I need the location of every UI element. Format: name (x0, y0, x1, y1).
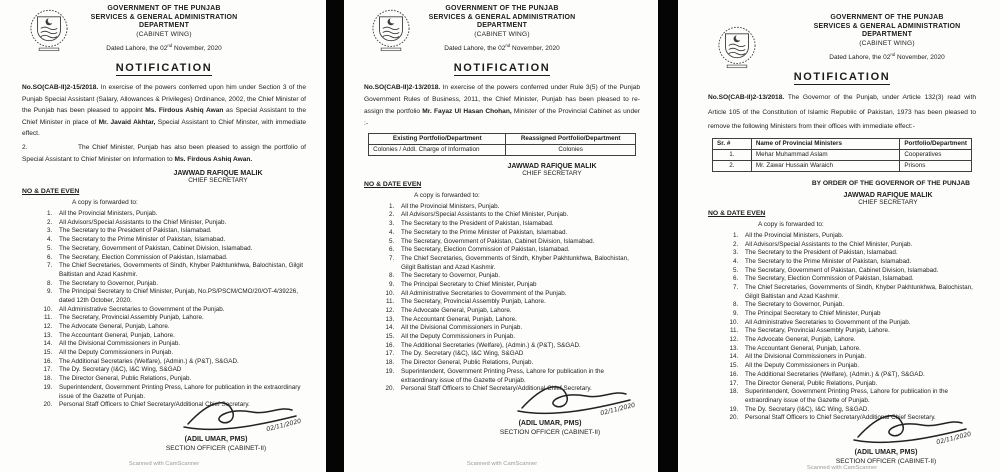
signatory-name: JAWWAD RAFIQUE MALIK (843, 191, 933, 199)
cc-list-item: 17. The Dy. Secretary (I&C), I&C Wing, S&GAD (396, 350, 640, 359)
officer-role: SECTION OFFICER (CABINET-II) (499, 428, 601, 436)
cc-list-item: 8. The Secretary to Governor, Punjab. (740, 301, 976, 310)
page-gap (326, 0, 344, 472)
cc-list-item: 12. The Advocate General, Punjab, Lahore. (396, 307, 640, 316)
cc-list-item: 2. All Advisors/Special Assistants to the Chief Minister, Punjab. (54, 219, 306, 228)
org-line: GOVERNMENT OF THE PUNJAB (107, 5, 221, 12)
cc-list-item: 19. The Dy. Secretary (I&C), I&C Wing, S&GAD. (740, 406, 976, 415)
table-header: Reassigned Portfolio/Department (506, 133, 635, 144)
cc-list-item: 6. The Secretary, Election Commission of Pakistan, Islamabad. (396, 246, 640, 255)
officer-role: SECTION OFFICER (CABINET-II) (835, 457, 937, 465)
handwritten-date: 02/11/2020 (936, 430, 973, 447)
copy-forwarded-line: A copy is forwarded to: (414, 191, 480, 199)
signatory-role: CHIEF SECRETARY (188, 177, 248, 185)
cc-list-item: 20. Personal Staff Officers to Chief Secretary/Additional Chief Secretary. (396, 385, 640, 394)
by-order-line: BY ORDER OF THE GOVERNOR OF THE PUNJAB (811, 179, 970, 187)
cc-list-item: 16. The Additional Secretaries (Welfare), (Admin.) & (P&T), S&GAD. (54, 358, 306, 367)
notification-title: NOTIFICATION (115, 62, 213, 75)
cc-list-item: 18. Superintendent, Government Printing Press, Lahore for publication in the extraordinary issue of the Gazette of Punjab. (740, 388, 976, 405)
cc-list-item: 10. All Administrative Secretaries to Government of the Punjab. (54, 306, 306, 315)
org-title (798, 14, 976, 48)
org-line: SERVICES & GENERAL ADMINISTRATION (813, 22, 961, 30)
document-page-3 (678, 0, 1000, 472)
org-line: DEPARTMENT (476, 22, 528, 30)
body-paragraph-1: No.SO(CAB-II)2-13/2018. In exercise of the powers conferred under Rule 3(5) of the Punjab Government Rules of Business, 2011, the Chief Minister, Punjab has been pleased to re-assign the portfolio Mr. Fayaz Ul Hasan Chohan, Minister of the Provincial Cabinet as under :- (364, 84, 641, 127)
table-header: Name of Provincial Ministers (751, 138, 899, 149)
org-line: DEPARTMENT (138, 22, 190, 30)
cc-list-item: 19. Superintendent, Government Printing Press, Lahore for publication in the extraordinary issue of the Gazette of Punjab. (54, 384, 306, 401)
signatory-block (808, 192, 968, 206)
cc-list-item: 4. The Secretary to the Prime Minister of Pakistan, Islamabad. (740, 258, 976, 267)
org-line: GOVERNMENT OF THE PUNJAB (445, 5, 559, 12)
handwritten-date: 02/11/2020 (600, 401, 637, 418)
cc-list-item: 12. The Advocate General, Punjab, Lahore. (54, 323, 306, 332)
table-cell: 2. (713, 160, 752, 171)
cc-list-item: 2. All Advisors/Special Assistants to the Chief Minister, Punjab. (740, 241, 976, 250)
no-date-even-label: NO & DATE EVEN (708, 209, 766, 217)
signature-block (460, 396, 640, 436)
ministers-table (712, 138, 972, 172)
cc-list-item: 15. All the Deputy Commissioners in Punjab. (54, 349, 306, 358)
org-line: (CABINET WING) (859, 40, 915, 48)
table-header: Sr. # (713, 138, 752, 149)
punjab-crest-icon (24, 7, 74, 53)
cc-list-item: 20. Personal Staff Officers to Chief Secretary/Additional Chief Secretary. (740, 414, 976, 423)
document-page-2 (344, 0, 658, 472)
camscanner-watermark: Scanned with CamScanner (806, 464, 878, 471)
table-row (713, 149, 972, 160)
cc-list-item: 1. All the Provincial Ministers, Punjab. (740, 232, 976, 241)
cc-list-item: 2. All Advisors/Special Assistants to the Chief Minister, Punjab. (396, 211, 640, 220)
signatory-block (138, 170, 298, 184)
cc-list-item: 7. The Chief Secretaries, Governments of Sindh, Khyber Pakhtunkhwa, Balochistan, Gilgit Baltistan and Azad Kashmir. (54, 262, 306, 279)
cc-list-item: 16. The Additional Secretaries (Welfare), (Admin.) & (P&T), S&GAD. (740, 371, 976, 380)
date-line: Dated Lahore, the 02nd November, 2020 (106, 43, 222, 53)
copy-forwarded-line: A copy is forwarded to: (758, 220, 824, 228)
org-line: SERVICES & GENERAL ADMINISTRATION (90, 13, 238, 21)
cc-list-item: 18. The Director General, Public Relations, Punjab. (396, 359, 640, 368)
date-line: Dated Lahore, the 02nd November, 2020 (829, 52, 945, 62)
cc-list-item: 3. The Secretary to the President of Pakistan, Islamabad. (740, 249, 976, 258)
signatory-name: JAWWAD RAFIQUE MALIK (173, 170, 263, 178)
cc-list-item: 14. All the Divisional Commissioners in Punjab. (54, 340, 306, 349)
cc-list-item: 11. The Secretary, Provincial Assembly Punjab, Lahore. (54, 314, 306, 323)
cc-list-item: 5. The Secretary, Government of Pakistan, Cabinet Division, Islamabad. (396, 238, 640, 247)
body-paragraph-1: No.SO(CAB-II)2-15/2018. In exercise of the powers conferred upon him under Section 3 of the Punjab Special Assistant (Salary, Allowances & Privileges) Ordinance, 2002, the Chief Minister of the Punjab has been pleased to appoint Ms. Firdous Ashiq Awan as Special Assistant to the Chief Minister in place of Mr. Javaid Akhtar, Special Assistant to Chief Minster, with immediate effect. (22, 84, 306, 138)
signature-block (126, 412, 306, 452)
cc-list-item: 20. Personal Staff Officers to Chief Secretary/Additional Chief Secretary. (54, 401, 306, 410)
cc-list (708, 232, 976, 423)
signatory-block (472, 163, 632, 177)
punjab-crest-icon (712, 24, 762, 70)
table-cell: Mr. Zawar Hussain Waraich (751, 160, 899, 171)
cc-list-item: 3. The Secretary to the President of Pakistan, Islamabad. (396, 220, 640, 229)
cc-list-item: 13. The Accountant General, Punjab, Lahore. (54, 332, 306, 341)
handwritten-date: 02/11/2020 (266, 417, 303, 434)
table-row (369, 144, 636, 155)
signatory-role: CHIEF SECRETARY (858, 198, 918, 206)
document-page-1 (0, 0, 326, 472)
cc-list-item: 7. The Chief Secretaries, Governments of Sindh, Khyber Pakhtunkhwa, Balochistan, Gilgit Baltistan and Azad Kashmir. (740, 284, 976, 301)
cc-list-item: 3. The Secretary to the President of Pakistan, Islamabad. (54, 227, 306, 236)
page-gap (658, 0, 678, 472)
table-cell: Colonies (506, 144, 635, 155)
cc-list-item: 16. The Additional Secretaries (Welfare), (Admin.) & (P&T), S&GAD. (396, 342, 640, 351)
signatory-name: JAWWAD RAFIQUE MALIK (507, 162, 597, 170)
letterhead (364, 5, 640, 52)
org-line: (CABINET WING) (136, 31, 192, 39)
copy-forwarded-line: A copy is forwarded to: (72, 199, 138, 207)
camscanner-watermark: Scanned with CamScanner (128, 461, 200, 467)
cc-list-item: 7. The Chief Secretaries, Governments of Sindh, Khyber Pakhtunkhwa, Balochistan, Gilgit Baltistan and Azad Kashmir. (396, 255, 640, 272)
cc-list-item: 8. The Secretary to Governor, Punjab. (54, 280, 306, 289)
body-paragraph-1: No.SO(CAB-II)2-13/2018. The Governor of the Punjab, under Article 132(3) read with Article 105 of the Constitution of Islamic Republic of Pakistan, 1973 has been pleased to remove the following Ministers from their offices with immediate effect:- (708, 94, 976, 131)
no-date-even-label: NO & DATE EVEN (364, 180, 422, 188)
cc-list-item: 17. The Dy. Secretary (I&C), I&C Wing, S&GAD (54, 366, 306, 375)
cc-list-item: 9. The Principal Secretary to Chief Minister, Punjab (396, 281, 640, 290)
cc-list-item: 5. The Secretary, Government of Pakistan, Cabinet Division, Islamabad. (740, 267, 976, 276)
org-line: (CABINET WING) (474, 31, 530, 39)
portfolio-table (368, 133, 636, 156)
body-paragraph-2: 2. The Chief Minister, Punjab has also been pleased to assign the portfolio of Special Assistant to Chief Minister on Information to Ms. Firdous Ashiq Awan. (22, 144, 306, 163)
officer-role: SECTION OFFICER (CABINET-II) (165, 444, 267, 452)
cc-list-item: 13. The Accountant General, Punjab, Lahore. (396, 316, 640, 325)
cc-list-item: 10. All Administrative Secretaries to Government of the Punjab. (740, 319, 976, 328)
cc-list-item: 4. The Secretary to the Prime Minister of Pakistan, Islamabad. (396, 229, 640, 238)
notification-title: NOTIFICATION (453, 62, 551, 75)
letterhead (708, 14, 976, 61)
table-cell: Cooperatives (900, 149, 972, 160)
officer-name: (ADIL UMAR, PMS) (518, 419, 582, 427)
cc-list-item: 18. The Director General, Public Relations, Punjab. (54, 375, 306, 384)
cc-list-item: 13. The Accountant General, Punjab, Lahore. (740, 345, 976, 354)
cc-list-item: 9. The Principal Secretary to Chief Minister, Punjab, No.PS/PSCM/CMO/20/OT-4/39226, dated 12th October, 2020. (54, 288, 306, 305)
cc-list-item: 11. The Secretary, Provincial Assembly Punjab, Lahore. (396, 298, 640, 307)
cc-list-item: 14. All the Divisional Commissioners in Punjab. (740, 353, 976, 362)
cc-list-item: 11. The Secretary, Provincial Assembly Punjab, Lahore. (740, 327, 976, 336)
officer-name: (ADIL UMAR, PMS) (854, 448, 918, 456)
cc-list-item: 6. The Secretary, Election Commission of Pakistan, Islamabad. (740, 275, 976, 284)
signature-block (796, 425, 976, 465)
org-line: GOVERNMENT OF THE PUNJAB (830, 14, 944, 21)
cc-list-item: 17. The Director General, Public Relations, Punjab. (740, 380, 976, 389)
table-cell: Mehar Muhammad Aslam (751, 149, 899, 160)
signatory-role: CHIEF SECRETARY (522, 169, 582, 177)
table-header: Existing Portfolio/Department (369, 133, 506, 144)
cc-list (364, 203, 640, 394)
cc-list-item: 10. All Administrative Secretaries to Government of the Punjab. (396, 290, 640, 299)
cc-list-item: 9. The Principal Secretary to Chief Minister, Punjab (740, 310, 976, 319)
letterhead (22, 5, 306, 52)
camscanner-watermark: Scanned with CamScanner (466, 461, 538, 467)
cc-list-item: 6. The Secretary, Election Commission of Pakistan, Islamabad. (54, 254, 306, 263)
cc-list-item: 4. The Secretary to the Prime Minister of Pakistan, Islamabad. (54, 236, 306, 245)
cc-list-item: 12. The Advocate General, Punjab, Lahore. (740, 336, 976, 345)
org-line: DEPARTMENT (861, 31, 913, 39)
punjab-crest-icon (366, 7, 416, 53)
cc-list-item: 1. All the Provincial Ministers, Punjab. (54, 210, 306, 219)
table-cell: 1. (713, 149, 752, 160)
date-line: Dated Lahore, the 02nd November, 2020 (444, 43, 560, 53)
cc-list-item: 15. All the Deputy Commissioners in Punjab. (740, 362, 976, 371)
cc-list-item: 19. Superintendent, Government Printing Press, Lahore for publication in the extraordinary issue of the Gazette of Punjab. (396, 368, 640, 385)
table-cell: Colonies / Addl. Charge of Information (369, 144, 506, 155)
cc-list-item: 15. All the Deputy Commissioners in Punjab. (396, 333, 640, 342)
no-date-even-label: NO & DATE EVEN (22, 188, 80, 196)
org-line: SERVICES & GENERAL ADMINISTRATION (428, 13, 576, 21)
notification-title: NOTIFICATION (793, 71, 891, 84)
cc-list-item: 8. The Secretary to Governor, Punjab. (396, 272, 640, 281)
cc-list-item: 1. All the Provincial Ministers, Punjab. (396, 203, 640, 212)
cc-list-item: 5. The Secretary, Government of Pakistan, Cabinet Division, Islamabad. (54, 245, 306, 254)
table-row (713, 160, 972, 171)
table-header: Portfolio/Department (900, 138, 972, 149)
cc-list (22, 210, 306, 410)
cc-list-item: 14. All the Divisional Commissioners in Punjab. (396, 324, 640, 333)
table-cell: Prisons (900, 160, 972, 171)
officer-name: (ADIL UMAR, PMS) (184, 435, 248, 443)
